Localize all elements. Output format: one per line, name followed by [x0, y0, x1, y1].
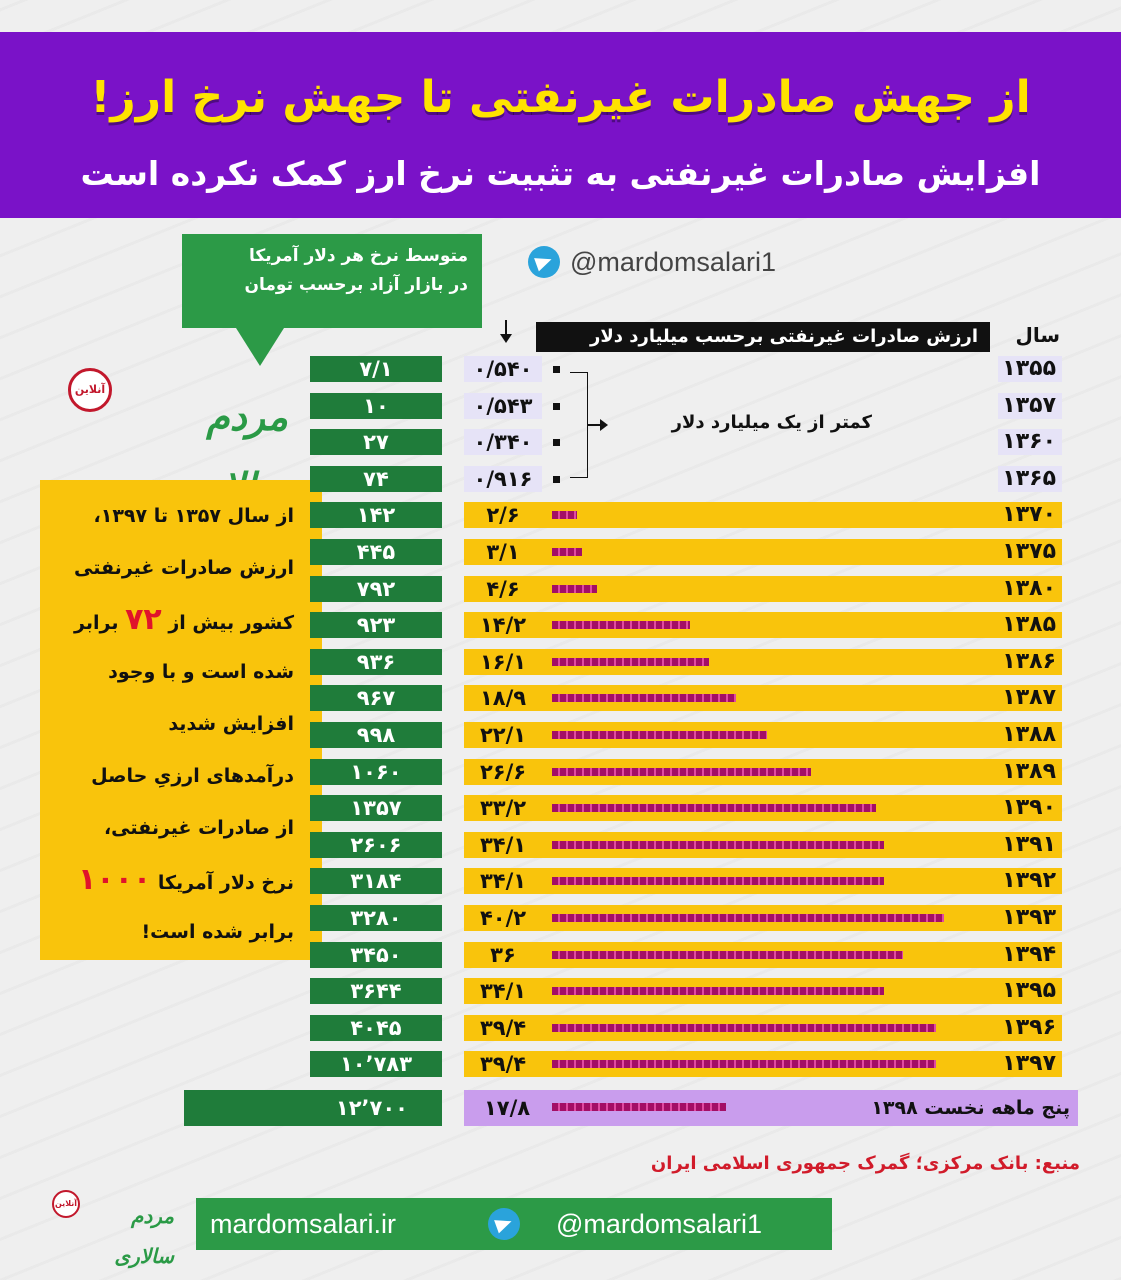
- row-rate-value: ۳۶۴۴: [310, 978, 442, 1004]
- arrow-right-icon: [588, 424, 602, 426]
- row-export-bar: [552, 694, 736, 702]
- row-export-value: ۳۴/۱: [479, 833, 527, 857]
- logo-online-badge: آنلاین: [68, 368, 112, 412]
- row-rate-value: ۹۶۷: [310, 685, 442, 711]
- row-export-bar: [552, 1060, 936, 1068]
- row-year: ۱۳۷۰: [1002, 502, 1056, 527]
- telegram-handle-text: @mardomsalari1: [570, 246, 776, 277]
- final-export-bar: [552, 1103, 726, 1111]
- row-export-bar: [552, 731, 767, 739]
- row-year: ۱۳۸۰: [1002, 576, 1056, 601]
- row-year: ۱۳۹۲: [1002, 868, 1056, 893]
- row-export-bar: [552, 768, 811, 776]
- row-export-bar: [552, 987, 884, 995]
- row-rate-value: ۴۰۴۵: [310, 1015, 442, 1041]
- row-rate-value: ۴۴۵: [310, 539, 442, 565]
- export-multiplier: ۷۲: [125, 602, 162, 637]
- footer-telegram-handle[interactable]: @mardomsalari1: [556, 1209, 762, 1239]
- arrow-down-icon: [498, 320, 514, 344]
- row-rate-value: ۱۰: [310, 393, 442, 419]
- row-rate-value: ۳۱۸۴: [310, 868, 442, 894]
- row-export-value: ۲/۶: [486, 503, 520, 527]
- row-rate-value: ۷/۱: [310, 356, 442, 382]
- row-export-value: ۳۳/۲: [479, 796, 527, 820]
- row-export-value: ۱۸/۹: [479, 686, 527, 710]
- row-export-bar: [552, 621, 690, 629]
- row-export-value: ۲۶/۶: [479, 760, 527, 784]
- row-rate-value: ۳۴۵۰: [310, 942, 442, 968]
- row-year: ۱۳۸۶: [1002, 649, 1056, 674]
- row-export-bar: [552, 1024, 936, 1032]
- footer-logo-badge: آنلاین: [52, 1190, 80, 1218]
- note-line: کشور بیش از ۷۲ برابر: [74, 602, 294, 637]
- footer-telegram-icon: [488, 1208, 520, 1240]
- row-export-value: ۰/۳۴۰: [464, 429, 542, 455]
- row-export-value: ۳۴/۱: [479, 979, 527, 1003]
- row-year: ۱۳۹۰: [1002, 795, 1056, 820]
- note-line: برابر شده است!: [141, 921, 294, 943]
- telegram-handle-top[interactable]: [528, 244, 776, 280]
- row-year: ۱۳۹۵: [1002, 978, 1056, 1003]
- page-subtitle: افزایش صادرات غیرنفتی به تثبیت نرخ ارز کمک نکرده است: [80, 154, 1041, 193]
- small-values-brace: [570, 372, 588, 478]
- row-year: ۱۳۹۳: [1002, 905, 1056, 930]
- row-export-value: ۱۶/۱: [479, 650, 527, 674]
- row-export-value: ۰/۵۴۳: [464, 393, 542, 419]
- footer-website-link[interactable]: mardomsalari.ir: [210, 1209, 397, 1239]
- row-export-value: ۱۴/۲: [479, 613, 527, 637]
- row-bullet: [553, 476, 560, 483]
- row-rate-value: ۱۰٬۷۸۳: [310, 1051, 442, 1077]
- telegram-icon: [528, 246, 560, 278]
- note-line: نرخ دلار آمریکا ۱۰۰۰: [78, 862, 294, 897]
- row-rate-value: ۷۴: [310, 466, 442, 492]
- callout-pointer: [236, 328, 284, 366]
- footer-logo: مردم سالاری: [114, 1204, 174, 1268]
- row-year: ۱۳۶۰: [998, 429, 1062, 455]
- row-export-value: ۳۹/۴: [479, 1052, 527, 1076]
- row-year: ۱۳۸۸: [1002, 722, 1056, 747]
- row-export-bar: [552, 951, 903, 959]
- row-year: ۱۳۸۷: [1002, 685, 1056, 710]
- row-export-value: ۳۴/۱: [479, 869, 527, 893]
- row-export-bar: [552, 914, 944, 922]
- row-export-value: ۳۶: [490, 943, 516, 967]
- final-export-cell: ۱۷/۸: [483, 1096, 531, 1120]
- row-export-value: ۴/۶: [486, 577, 520, 601]
- final-rate-cell: ۱۲٬۷۰۰: [184, 1090, 442, 1126]
- row-year: ۱۳۶۵: [998, 466, 1062, 492]
- row-bullet: [553, 403, 560, 410]
- row-rate-value: ۹۲۳: [310, 612, 442, 638]
- note-line: ارزش صادرات غیرنفتی: [74, 557, 294, 579]
- row-export-value: ۴۰/۲: [479, 906, 527, 930]
- row-year: ۱۳۵۵: [998, 356, 1062, 382]
- row-export-value: ۳/۱: [486, 540, 520, 564]
- row-export-value: ۲۲/۱: [479, 723, 527, 747]
- row-export-bar: [552, 877, 884, 885]
- row-year: ۱۳۹۱: [1002, 832, 1056, 857]
- row-export-bar: [552, 658, 709, 666]
- page-title: از جهش صادرات غیرنفتی تا جهش نرخ ارز!: [90, 72, 1031, 123]
- note-line: از سال ۱۳۵۷ تا ۱۳۹۷،: [93, 505, 294, 527]
- row-year: ۱۳۹۴: [1002, 942, 1056, 967]
- row-year: ۱۳۹۶: [1002, 1015, 1056, 1040]
- row-rate-value: ۷۹۲: [310, 576, 442, 602]
- callout-line-1: متوسط نرخ هر دلار آمریکا: [248, 246, 468, 266]
- row-export-bar: [552, 804, 876, 812]
- note-line: درآمدهای ارزیِ حاصل: [91, 765, 294, 787]
- note-line: افزایش شدید: [168, 713, 294, 735]
- row-rate-value: ۲۶۰۶: [310, 832, 442, 858]
- row-export-bar: [552, 548, 582, 556]
- export-column-header: ارزش صادرات غیرنفتی برحسب میلیارد دلار: [536, 322, 990, 352]
- row-export-value: ۰/۵۴۰: [464, 356, 542, 382]
- row-rate-value: ۱۴۲: [310, 502, 442, 528]
- row-export-bar: [552, 511, 577, 519]
- rate-column-callout: [182, 234, 482, 328]
- row-year: ۱۳۹۷: [1002, 1051, 1056, 1076]
- row-export-value: ۰/۹۱۶: [464, 466, 542, 492]
- row-year: ۱۳۵۷: [998, 393, 1062, 419]
- source-note: منبع: بانک مرکزی؛ گمرک جمهوری اسلامی ایران: [650, 1153, 1080, 1174]
- row-bullet: [553, 439, 560, 446]
- row-rate-value: ۱۰۶۰: [310, 759, 442, 785]
- row-year: ۱۳۸۵: [1002, 612, 1056, 637]
- row-rate-value: ۲۷: [310, 429, 442, 455]
- row-export-bar: [552, 841, 884, 849]
- row-export-value: ۳۹/۴: [479, 1016, 527, 1040]
- row-rate-value: ۳۲۸۰: [310, 905, 442, 931]
- final-row-label: پنج ماهه نخست ۱۳۹۸: [871, 1097, 1070, 1119]
- row-export-bar: [552, 585, 597, 593]
- note-line: شده است و با وجود: [108, 661, 294, 683]
- brace-note: کمتر از یک میلیارد دلار: [671, 412, 872, 433]
- header-banner: [0, 32, 1121, 218]
- row-year: ۱۳۷۵: [1002, 539, 1056, 564]
- row-rate-value: ۹۳۶: [310, 649, 442, 675]
- callout-line-2: در بازار آزاد برحسب تومان: [244, 274, 468, 295]
- year-column-header: سال: [1015, 323, 1060, 347]
- row-year: ۱۳۸۹: [1002, 759, 1056, 784]
- note-line: از صادرات غیرنفتی،: [103, 817, 294, 839]
- dollar-multiplier: ۱۰۰۰: [78, 862, 152, 897]
- row-rate-value: ۱۳۵۷: [310, 795, 442, 821]
- row-rate-value: ۹۹۸: [310, 722, 442, 748]
- logo-mardomsalari: مردم: [206, 395, 288, 439]
- row-bullet: [553, 366, 560, 373]
